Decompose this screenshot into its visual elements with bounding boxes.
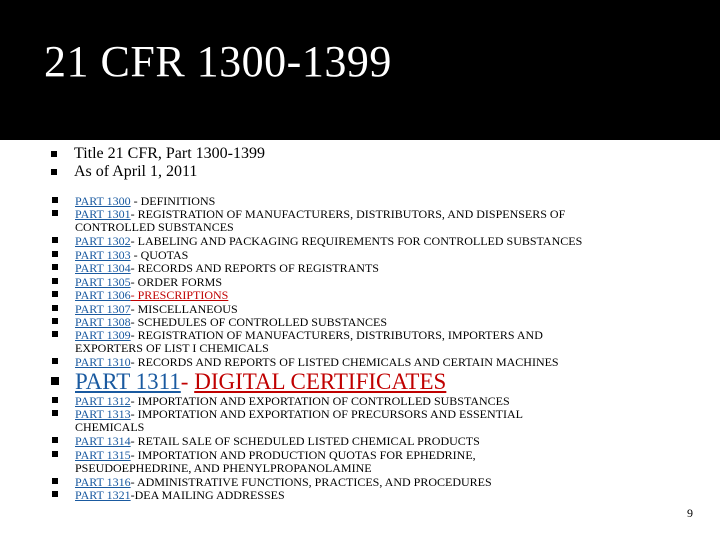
list-item-highlighted [75,370,446,393]
list-item [75,208,565,220]
bullet-icon [52,331,58,337]
part-title: - ADMINISTRATIVE FUNCTIONS, PRACTICES, AND PROCEDURES [130,475,492,489]
list-item [75,449,476,461]
part-title: - QUOTAS [130,248,189,262]
bullet-icon [52,305,58,311]
bullet-icon [52,291,58,297]
bullet-icon [52,264,58,270]
bullet-icon [52,318,58,324]
part-link[interactable]: PART 1311 [75,369,181,394]
part-title: - LABELING AND PACKAGING REQUIREMENTS FOR CONTROLLED SUBSTANCES [130,234,583,248]
bullet-icon [51,151,57,157]
page-number: 9 [687,506,693,520]
part-link[interactable]: PART 1304 [75,261,131,275]
part-title: - RETAIL SALE OF SCHEDULED LISTED CHEMICAL PRODUCTS [130,434,480,448]
part-title: - IMPORTATION AND PRODUCTION QUOTAS FOR EPHEDRINE, [130,448,476,462]
bullet-icon [52,210,58,216]
bullet-icon [51,169,57,175]
title-bar [0,0,720,140]
bullet-icon [52,237,58,243]
list-item [75,276,222,288]
intro-title: Title 21 CFR, Part 1300-1399 [74,145,265,162]
part-title: - DEFINITIONS [130,194,216,208]
bullet-icon [52,197,58,203]
part-link[interactable]: PART 1306 [75,288,131,302]
part-title: - RECORDS AND REPORTS OF LISTED CHEMICALS AND CERTAIN MACHINES [130,355,559,369]
part-title: - SCHEDULES OF CONTROLLED SUBSTANCES [130,315,388,329]
list-item [75,316,387,328]
part-link[interactable]: PART 1321 [75,488,131,502]
part-title-continued: CHEMICALS [75,420,145,434]
part-link[interactable]: PART 1308 [75,315,131,329]
part-link[interactable]: PART 1316 [75,475,131,489]
list-item [75,408,523,420]
part-link[interactable]: PART 1314 [75,434,131,448]
part-title: - REGISTRATION OF MANUFACTURERS, DISTRIBUTORS, AND DISPENSERS OF [130,207,566,221]
list-item [75,303,238,315]
bullet-icon [52,491,58,497]
part-link[interactable]: PART 1310 [75,355,131,369]
part-link[interactable]: PART 1309 [75,328,131,342]
bullet-icon [52,410,58,416]
part-link[interactable]: PART 1300 [75,194,131,208]
part-link[interactable]: PART 1312 [75,394,131,408]
list-item [75,289,228,301]
list-item [75,195,215,207]
list-item [75,262,379,274]
part-link[interactable]: PART 1313 [75,407,131,421]
part-title: - RECORDS AND REPORTS OF REGISTRANTS [130,261,379,275]
part-link[interactable]: PART 1303 [75,248,131,262]
part-title: - MISCELLANEOUS [130,302,238,316]
part-title-continued: EXPORTERS OF LIST I CHEMICALS [75,341,269,355]
list-item [75,435,480,447]
part-link[interactable]: PART 1315 [75,448,131,462]
part-dash: - [180,369,195,394]
part-title: DIGITAL CERTIFICATES [194,369,447,394]
bullet-icon [52,437,58,443]
list-item [75,249,188,261]
part-title: - REGISTRATION OF MANUFACTURERS, DISTRIBUTORS, IMPORTERS AND [130,328,543,342]
bullet-icon [52,478,58,484]
part-link[interactable]: PART 1307 [75,302,131,316]
list-item [75,356,559,368]
slide-title: 21 CFR 1300-1399 [44,37,392,86]
bullet-icon [52,358,58,364]
part-title: - IMPORTATION AND EXPORTATION OF PRECURSORS AND ESSENTIAL [130,407,523,421]
part-title-continued: CONTROLLED SUBSTANCES [75,220,234,234]
part-title: - IMPORTATION AND EXPORTATION OF CONTROLLED SUBSTANCES [130,394,510,408]
bullet-icon [52,451,58,457]
list-item [75,476,492,488]
part-title: - ORDER FORMS [130,275,222,289]
list-item [75,489,285,501]
list-item [75,329,543,341]
bullet-icon [51,377,59,385]
part-link[interactable]: PART 1301 [75,207,131,221]
list-item [75,235,582,247]
part-title-continued: PSEUDOEPHEDRINE, AND PHENYLPROPANOLAMINE [75,461,372,475]
part-link[interactable]: PART 1305 [75,275,131,289]
bullet-icon [52,278,58,284]
intro-date: As of April 1, 2011 [74,163,198,180]
bullet-icon [52,397,58,403]
bullet-icon [52,251,58,257]
part-link[interactable]: PART 1302 [75,234,131,248]
list-item [75,395,510,407]
part-title: -DEA MAILING ADDRESSES [130,488,285,502]
part-title: - PRESCRIPTIONS [130,288,229,302]
